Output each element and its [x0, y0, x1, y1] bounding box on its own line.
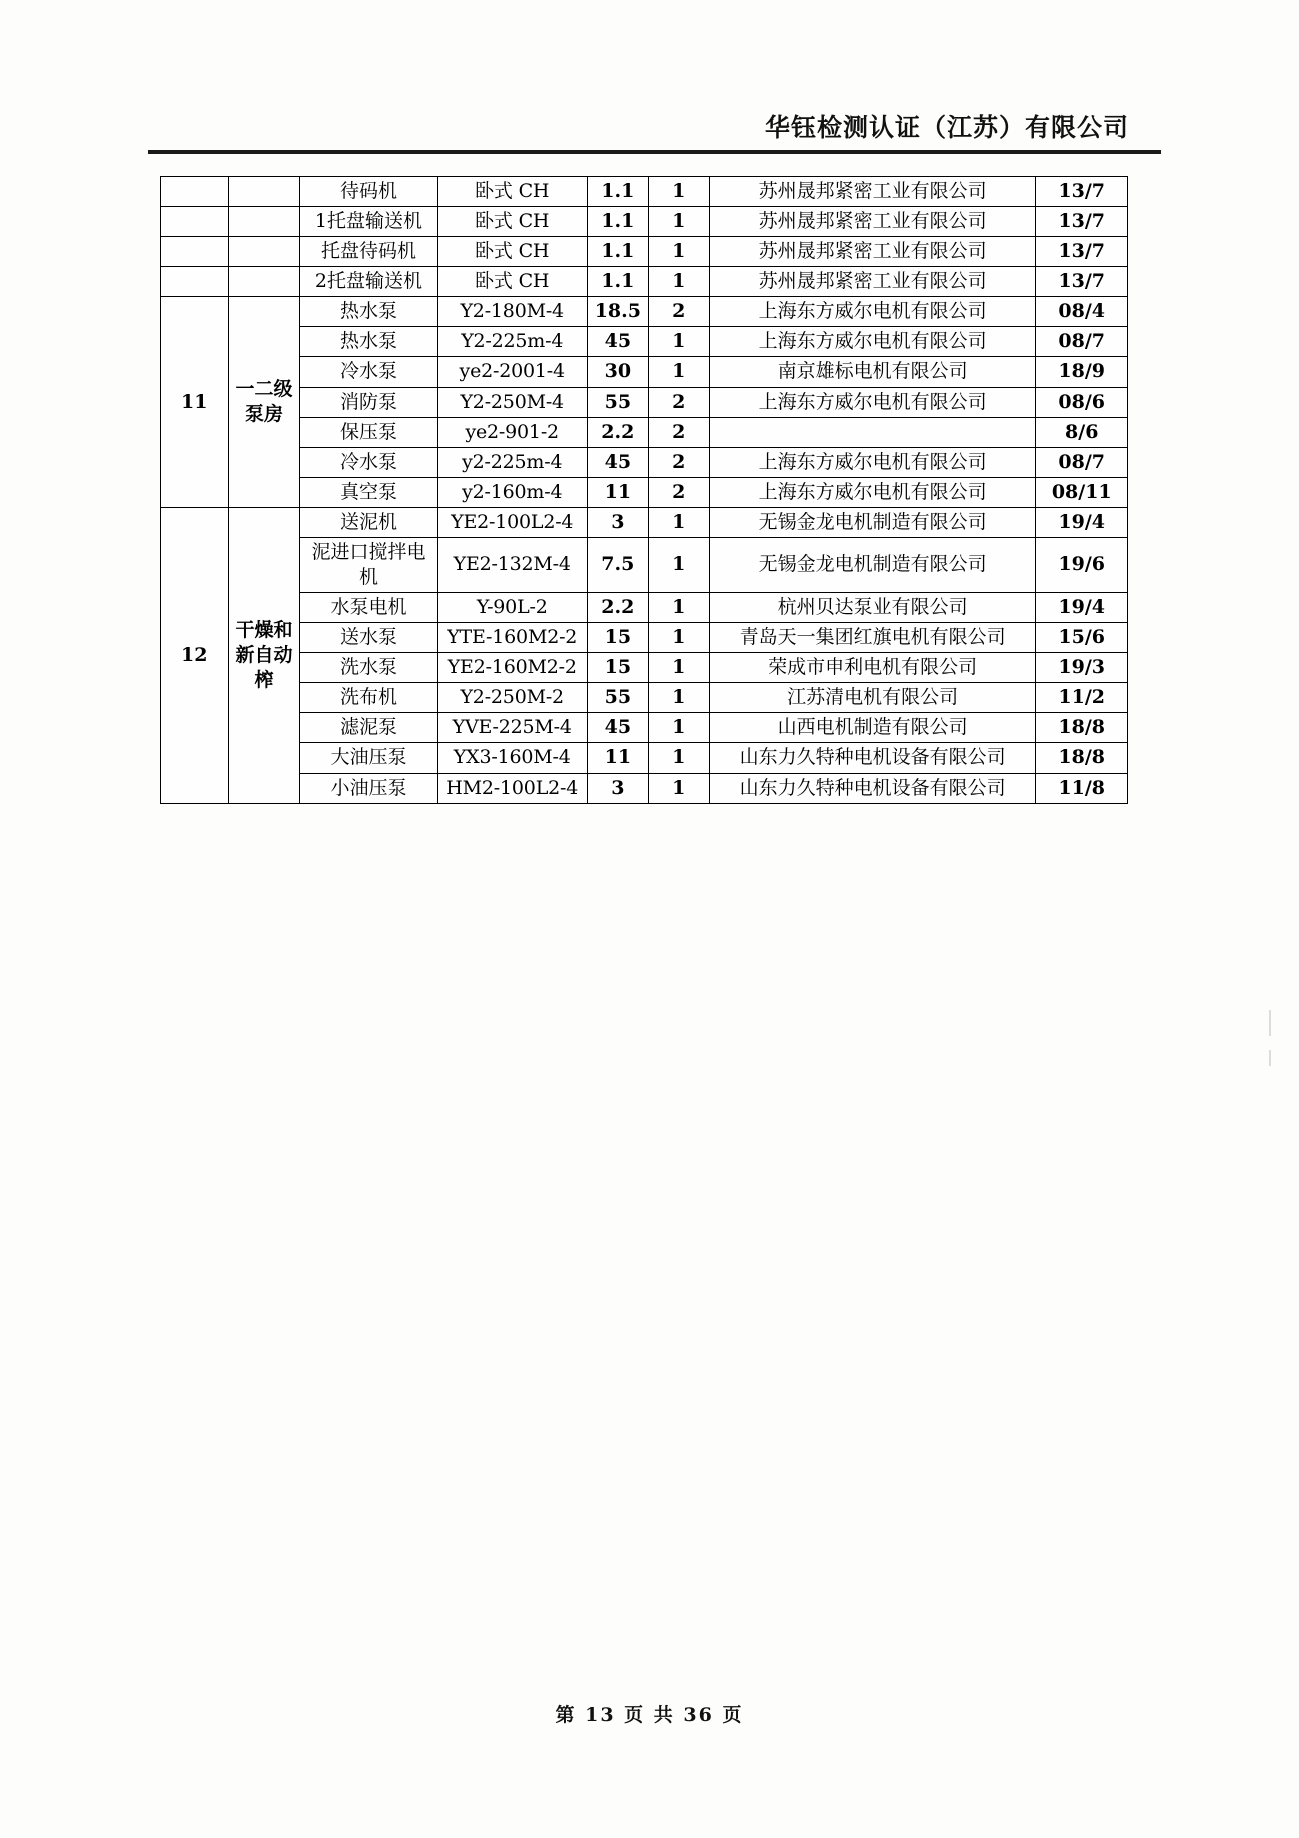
table-row — [161, 237, 1128, 267]
cell-date: 08/6 — [1036, 387, 1128, 417]
cell-date: 13/7 — [1036, 177, 1128, 207]
cell-sequence-number — [161, 177, 229, 207]
cell-model: YE2-132M-4 — [437, 537, 587, 592]
cell-power: 1.1 — [587, 207, 648, 237]
cell-power: 2.2 — [587, 593, 648, 623]
cell-area — [228, 237, 300, 267]
cell-sequence-number: 12 — [161, 507, 229, 803]
cell-quantity: 1 — [648, 743, 709, 773]
table-row — [161, 623, 1128, 653]
cell-power: 15 — [587, 623, 648, 653]
cell-equipment-name: 消防泵 — [300, 387, 437, 417]
cell-manufacturer: 南京雄标电机有限公司 — [709, 357, 1036, 387]
cell-model: y2-225m-4 — [437, 447, 587, 477]
cell-power: 45 — [587, 447, 648, 477]
cell-manufacturer: 上海东方威尔电机有限公司 — [709, 447, 1036, 477]
cell-equipment-name: 洗布机 — [300, 683, 437, 713]
cell-equipment-name: 1托盘输送机 — [300, 207, 437, 237]
table-row — [161, 357, 1128, 387]
table-row — [161, 297, 1128, 327]
cell-quantity: 2 — [648, 297, 709, 327]
cell-quantity: 2 — [648, 417, 709, 447]
cell-equipment-name: 泥进口搅拌电机 — [300, 537, 437, 592]
cell-power: 7.5 — [587, 537, 648, 592]
cell-manufacturer: 上海东方威尔电机有限公司 — [709, 477, 1036, 507]
cell-manufacturer: 苏州晟邦紧密工业有限公司 — [709, 267, 1036, 297]
cell-quantity: 1 — [648, 683, 709, 713]
cell-equipment-name: 待码机 — [300, 177, 437, 207]
cell-equipment-name: 冷水泵 — [300, 447, 437, 477]
cell-equipment-name: 冷水泵 — [300, 357, 437, 387]
cell-manufacturer: 苏州晟邦紧密工业有限公司 — [709, 207, 1036, 237]
cell-quantity: 1 — [648, 713, 709, 743]
cell-manufacturer: 苏州晟邦紧密工业有限公司 — [709, 177, 1036, 207]
table-row — [161, 713, 1128, 743]
cell-date: 18/8 — [1036, 743, 1128, 773]
table-row — [161, 477, 1128, 507]
cell-quantity: 2 — [648, 387, 709, 417]
table-row — [161, 447, 1128, 477]
cell-quantity: 1 — [648, 593, 709, 623]
equipment-table — [160, 176, 1128, 804]
cell-model: Y-90L-2 — [437, 593, 587, 623]
cell-power: 18.5 — [587, 297, 648, 327]
cell-area — [228, 267, 300, 297]
table-row — [161, 387, 1128, 417]
cell-model: 卧式 CH — [437, 207, 587, 237]
cell-equipment-name: 大油压泵 — [300, 743, 437, 773]
cell-date: 08/11 — [1036, 477, 1128, 507]
cell-quantity: 2 — [648, 477, 709, 507]
cell-equipment-name: 热水泵 — [300, 327, 437, 357]
cell-date: 08/7 — [1036, 327, 1128, 357]
cell-date: 19/4 — [1036, 593, 1128, 623]
cell-equipment-name: 送水泵 — [300, 623, 437, 653]
table-row — [161, 773, 1128, 803]
cell-date: 11/2 — [1036, 683, 1128, 713]
cell-area — [228, 207, 300, 237]
cell-date: 08/7 — [1036, 447, 1128, 477]
cell-model: 卧式 CH — [437, 237, 587, 267]
cell-date: 13/7 — [1036, 237, 1128, 267]
cell-sequence-number — [161, 267, 229, 297]
cell-manufacturer: 江苏清电机有限公司 — [709, 683, 1036, 713]
cell-date: 19/6 — [1036, 537, 1128, 592]
cell-sequence-number: 11 — [161, 297, 229, 508]
table-row — [161, 207, 1128, 237]
cell-manufacturer: 山东力久特种电机设备有限公司 — [709, 773, 1036, 803]
cell-model: ye2-2001-4 — [437, 357, 587, 387]
cell-manufacturer: 上海东方威尔电机有限公司 — [709, 327, 1036, 357]
cell-manufacturer: 无锡金龙电机制造有限公司 — [709, 537, 1036, 592]
scan-artifact-mark — [1269, 1010, 1271, 1036]
table-row — [161, 683, 1128, 713]
cell-equipment-name: 热水泵 — [300, 297, 437, 327]
cell-equipment-name: 送泥机 — [300, 507, 437, 537]
cell-quantity: 1 — [648, 237, 709, 267]
cell-equipment-name: 小油压泵 — [300, 773, 437, 803]
cell-sequence-number — [161, 237, 229, 267]
cell-manufacturer: 青岛天一集团红旗电机有限公司 — [709, 623, 1036, 653]
table-row — [161, 653, 1128, 683]
page-footer: 第 13 页 共 36 页 — [555, 1704, 744, 1726]
cell-date: 18/8 — [1036, 713, 1128, 743]
cell-equipment-name: 保压泵 — [300, 417, 437, 447]
cell-power: 2.2 — [587, 417, 648, 447]
cell-power: 30 — [587, 357, 648, 387]
cell-model: Y2-250M-4 — [437, 387, 587, 417]
cell-power: 11 — [587, 477, 648, 507]
cell-date: 19/3 — [1036, 653, 1128, 683]
cell-model: Y2-225m-4 — [437, 327, 587, 357]
cell-area: 一二级泵房 — [228, 297, 300, 508]
equipment-table-body — [161, 177, 1128, 804]
cell-quantity: 1 — [648, 773, 709, 803]
cell-quantity: 1 — [648, 537, 709, 592]
cell-power: 55 — [587, 683, 648, 713]
cell-quantity: 1 — [648, 207, 709, 237]
table-row — [161, 417, 1128, 447]
cell-equipment-name: 洗水泵 — [300, 653, 437, 683]
cell-date: 08/4 — [1036, 297, 1128, 327]
cell-manufacturer: 上海东方威尔电机有限公司 — [709, 297, 1036, 327]
table-row — [161, 177, 1128, 207]
table-row — [161, 593, 1128, 623]
cell-equipment-name: 托盘待码机 — [300, 237, 437, 267]
cell-date: 8/6 — [1036, 417, 1128, 447]
table-row — [161, 267, 1128, 297]
cell-model: YX3-160M-4 — [437, 743, 587, 773]
cell-sequence-number — [161, 207, 229, 237]
cell-power: 3 — [587, 773, 648, 803]
cell-quantity: 1 — [648, 653, 709, 683]
table-row — [161, 743, 1128, 773]
cell-quantity: 1 — [648, 327, 709, 357]
cell-quantity: 1 — [648, 177, 709, 207]
cell-power: 1.1 — [587, 177, 648, 207]
cell-model: YVE-225M-4 — [437, 713, 587, 743]
header-divider-rule — [148, 150, 1161, 154]
company-name-header: 华钰检测认证（江苏）有限公司 — [764, 113, 1129, 142]
cell-date: 13/7 — [1036, 267, 1128, 297]
table-row — [161, 537, 1128, 592]
cell-manufacturer — [709, 417, 1036, 447]
cell-equipment-name: 水泵电机 — [300, 593, 437, 623]
cell-quantity: 2 — [648, 447, 709, 477]
cell-date: 18/9 — [1036, 357, 1128, 387]
cell-model: 卧式 CH — [437, 267, 587, 297]
cell-power: 1.1 — [587, 237, 648, 267]
table-row — [161, 507, 1128, 537]
scan-artifact-mark — [1269, 1050, 1271, 1066]
cell-model: y2-160m-4 — [437, 477, 587, 507]
cell-power: 11 — [587, 743, 648, 773]
cell-power: 55 — [587, 387, 648, 417]
cell-power: 45 — [587, 713, 648, 743]
cell-power: 45 — [587, 327, 648, 357]
cell-equipment-name: 2托盘输送机 — [300, 267, 437, 297]
cell-area — [228, 177, 300, 207]
cell-date: 15/6 — [1036, 623, 1128, 653]
cell-manufacturer: 山西电机制造有限公司 — [709, 713, 1036, 743]
cell-model: YE2-160M2-2 — [437, 653, 587, 683]
cell-equipment-name: 滤泥泵 — [300, 713, 437, 743]
cell-model: Y2-180M-4 — [437, 297, 587, 327]
page-header — [0, 0, 1299, 160]
cell-manufacturer: 上海东方威尔电机有限公司 — [709, 387, 1036, 417]
cell-manufacturer: 苏州晟邦紧密工业有限公司 — [709, 237, 1036, 267]
cell-quantity: 1 — [648, 623, 709, 653]
cell-quantity: 1 — [648, 357, 709, 387]
cell-power: 15 — [587, 653, 648, 683]
cell-manufacturer: 杭州贝达泵业有限公司 — [709, 593, 1036, 623]
cell-model: Y2-250M-2 — [437, 683, 587, 713]
cell-quantity: 1 — [648, 507, 709, 537]
cell-quantity: 1 — [648, 267, 709, 297]
cell-date: 19/4 — [1036, 507, 1128, 537]
cell-area: 干燥和新自动榨 — [228, 507, 300, 803]
cell-power: 1.1 — [587, 267, 648, 297]
cell-model: 卧式 CH — [437, 177, 587, 207]
cell-equipment-name: 真空泵 — [300, 477, 437, 507]
equipment-table-container — [160, 176, 1128, 804]
cell-date: 11/8 — [1036, 773, 1128, 803]
cell-model: YTE-160M2-2 — [437, 623, 587, 653]
cell-manufacturer: 荣成市申利电机有限公司 — [709, 653, 1036, 683]
table-row — [161, 327, 1128, 357]
cell-date: 13/7 — [1036, 207, 1128, 237]
cell-manufacturer: 山东力久特种电机设备有限公司 — [709, 743, 1036, 773]
cell-model: HM2-100L2-4 — [437, 773, 587, 803]
cell-manufacturer: 无锡金龙电机制造有限公司 — [709, 507, 1036, 537]
cell-power: 3 — [587, 507, 648, 537]
cell-model: YE2-100L2-4 — [437, 507, 587, 537]
cell-model: ye2-901-2 — [437, 417, 587, 447]
